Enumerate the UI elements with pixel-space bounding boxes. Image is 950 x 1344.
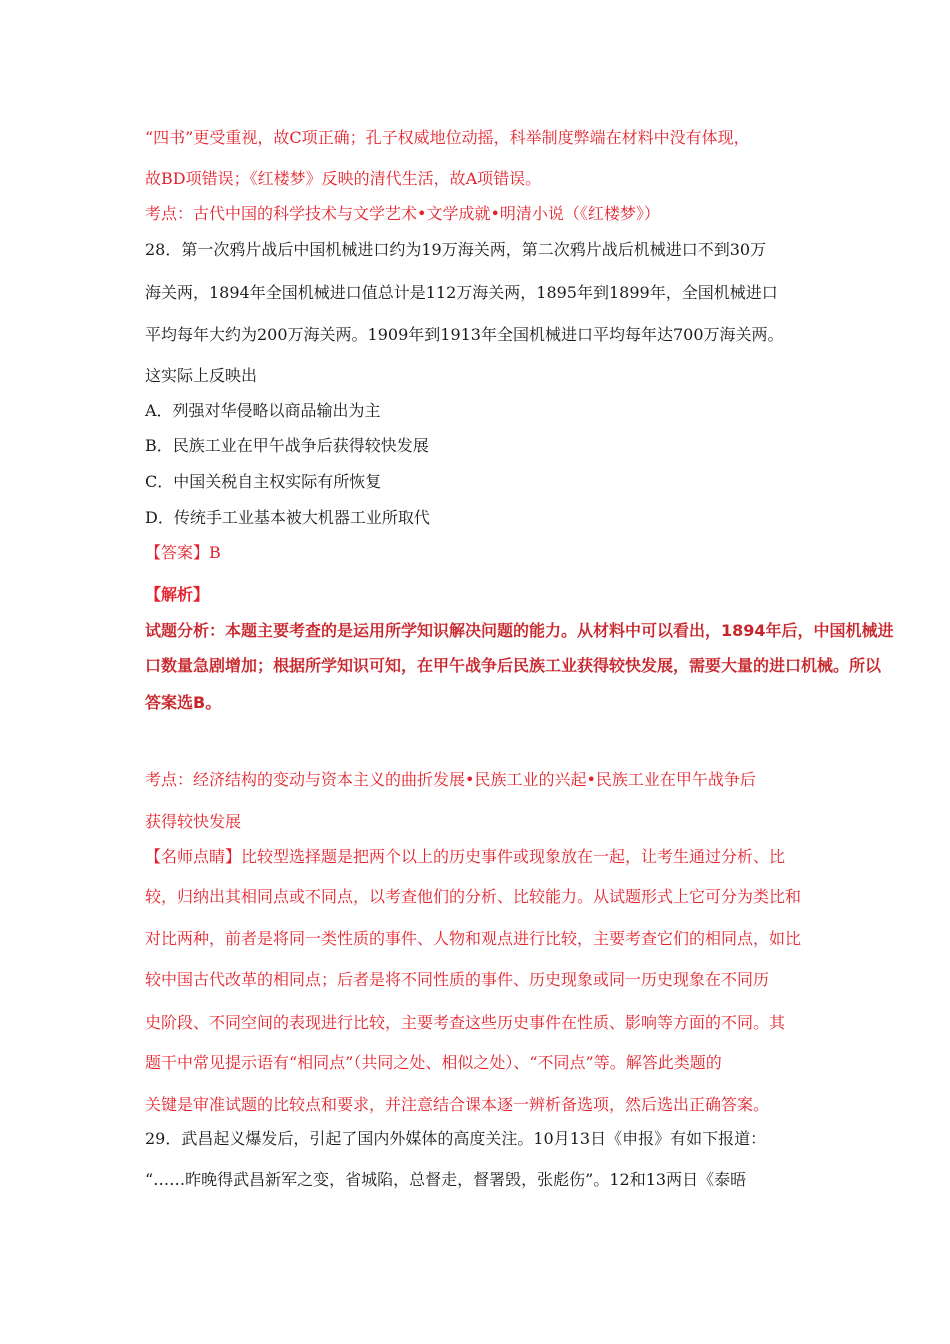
q28-tip-line-4: 较中国古代改革的相同点；后者是将不同性质的事件、历史现象或同一历史现象在不同历 bbox=[145, 970, 770, 989]
q28-tip-line-6: 题干中常见提示语有“相同点”（共同之处、相似之处）、“不同点”等。解答此类题的 bbox=[145, 1053, 722, 1072]
q28-option-c: C．中国关税自主权实际有所恢复 bbox=[145, 472, 382, 491]
q28-kaodian-line-1: 考点：经济结构的变动与资本主义的曲折发展•民族工业的兴起•民族工业在甲午战争后 bbox=[145, 770, 756, 789]
q28-analysis-line-1: 试题分析：本题主要考查的是运用所学知识解决问题的能力。从材料中可以看出，1894年后，中国机械进 bbox=[145, 621, 894, 640]
q28-tip-line-2: 较，归纳出其相同点或不同点，以考查他们的分析、比较能力。从试题形式上它可分为类比和 bbox=[145, 887, 802, 906]
q29-stem-line-1: 29．武昌起义爆发后，引起了国内外媒体的高度关注。10月13日《申报》有如下报道： bbox=[145, 1129, 767, 1148]
q28-stem-line-2: 海关两，1894年全国机械进口值总计是112万海关两，1895年到1899年，全国机械进口 bbox=[145, 283, 778, 302]
q28-stem-line-4: 这实际上反映出 bbox=[145, 366, 258, 385]
q28-option-a: A．列强对华侵略以商品输出为主 bbox=[145, 401, 381, 420]
q28-stem-line-3: 平均每年大约为200万海关两。1909年到1913年全国机械进口平均每年达700万海关两。 bbox=[145, 325, 784, 344]
prev-answer-line-1: “四书”更受重视，故C项正确；孔子权威地位动摇，科举制度弊端在材料中没有体现， bbox=[145, 128, 750, 147]
prev-answer-line-2: 故BD项错误；《红楼梦》反映的清代生活，故A项错误。 bbox=[145, 169, 542, 188]
q28-analysis-line-3: 答案选B。 bbox=[145, 693, 222, 712]
q28-analysis-line-2: 口数量急剧增加；根据所学知识可知，在甲午战争后民族工业获得较快发展，需要大量的进口机械。所以 bbox=[145, 656, 882, 675]
q28-tip-line-7: 关键是审准试题的比较点和要求，并注意结合课本逐一辨析备选项，然后选出正确答案。 bbox=[145, 1095, 770, 1114]
q28-stem-line-1: 28．第一次鸦片战后中国机械进口约为19万海关两，第二次鸦片战后机械进口不到30万 bbox=[145, 240, 767, 259]
q28-tip-line-1: 【名师点睛】比较型选择题是把两个以上的历史事件或现象放在一起，让考生通过分析、比 bbox=[145, 847, 786, 866]
q28-jiexi-title: 【解析】 bbox=[145, 585, 210, 604]
q28-kaodian-line-2: 获得较快发展 bbox=[145, 812, 242, 831]
q28-tip-line-5: 史阶段、不同空间的表现进行比较，主要考查这些历史事件在性质、影响等方面的不同。其 bbox=[145, 1013, 786, 1032]
q28-option-d: D．传统手工业基本被大机器工业所取代 bbox=[145, 508, 430, 527]
q28-tip-line-3: 对比两种，前者是将同一类性质的事件、人物和观点进行比较，主要考查它们的相同点，如比 bbox=[145, 929, 802, 948]
q28-option-b: B．民族工业在甲午战争后获得较快发展 bbox=[145, 436, 429, 455]
q28-answer: 【答案】B bbox=[145, 543, 221, 562]
prev-kaodian: 考点：古代中国的科学技术与文学艺术•文学成就•明清小说（《红楼梦》） bbox=[145, 204, 660, 223]
q29-stem-line-2: “……昨晚得武昌新军之变，省城陷，总督走，督署毁，张彪伤”。12和13两日《泰晤 bbox=[145, 1170, 747, 1189]
